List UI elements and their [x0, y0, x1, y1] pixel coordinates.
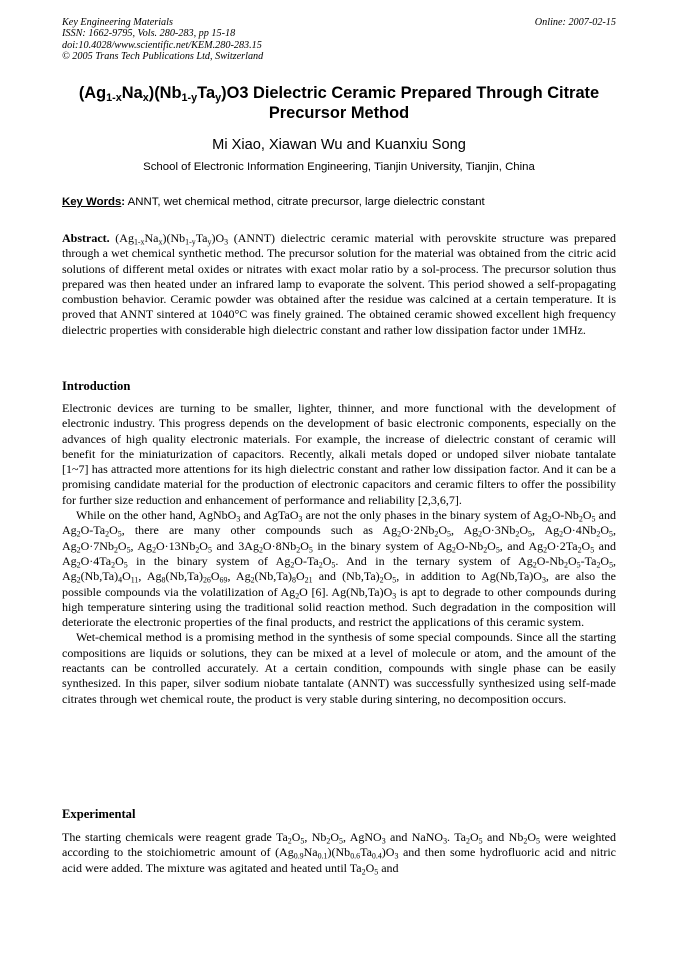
copyright-line: © 2005 Trans Tech Publications Ltd, Switzerland	[62, 51, 264, 63]
keywords-text: ANNT, wet chemical method, citrate precursor, large dielectric constant	[127, 196, 485, 208]
intro-paragraph-1: Electronic devices are turning to be smaller, lighter, thinner, and more functional with the development of electronic industry. This progress depends on the development of basic electronic components, especially on the advances of high quality electronic materials. For example, the increase of dielectric constant of ceramic will benefit for the miniaturization of capacitors. Recently, alkali metals doped or undoped silver niobate tantalate [1~7] has attracted more attentions for its high dielectric constant and rather low dissipation factor. And it can be a promising candidate material for the production of electronic capacitors and ceramic filters to offer the possibility for further size reduction and enhancement of performance and reliability [2,3,6,7].	[62, 401, 616, 507]
authors: Mi Xiao, Xiawan Wu and Kuanxiu Song	[212, 137, 466, 153]
experimental-paragraph-1: The starting chemicals were reagent grade $Ta_2O_5$, $Nb_2O_5$, AgNO$_3$ and NaNO$_3$. $Ta_2O_5$ and $Nb_2O_5$ were weighted according to the stoichiometric amount of $(Ag_{0.9}Na_{0.1})(Nb_{0.6}Ta_{0.4})O_3$ and then some hydrofluoric acid and nitric acid were added. The mixture was agitated and heated until $Ta_2O_5$ and	[62, 830, 617, 876]
title-text: O3 Dielectric Ceramic Prepared Through Citrate	[226, 84, 600, 102]
experimental-heading: Experimental	[62, 807, 136, 821]
experimental-body	[62, 830, 616, 876]
paper-title: $(Ag_{1-x}Na_x)(Nb_{1-y}Ta_y)O3$ Dielectric Ceramic Prepared Through Citrate Precursor Method	[62, 83, 616, 123]
intro-paragraph-2: While on the other hand, AgNbO$_3$ and AgTaO$_3$ are not the only phases in the binary system of $Ag_2O-Nb_2O_5$ and $Ag_2O-Ta_2O_5$, there are many other compounds such as $Ag_2O\cdot 2Nb_2O_5$, $Ag_2O\cdot 3Nb_2O_5$, $Ag_2O\cdot 4Nb_2O_5$, $Ag_2O\cdot 7Nb_2O_5$, $Ag_2O\cdot 13Nb_2O_5$ and $3Ag_2O\cdot 8Nb_2O_5$ in the binary system of $Ag_2O-Nb_2O_5$, and $Ag_2O\cdot 2Ta_2O_5$ and $Ag_2O\cdot 4Ta_2O_5$ in the binary system of $Ag_2O-Ta_2O_5$. And in the ternary system of $Ag_2O-Nb_2O_5-Ta_2O_5$, $Ag_2(Nb,Ta)_4O_{11}$, $Ag_8(Nb,Ta)_{26}O_{69}$, $Ag_2(Nb,Ta)_8O_{21}$ and $(Nb,Ta)_2O_5$, in addition to $Ag(Nb,Ta)O_3$, are also the possible compounds via the volatilization of $Ag_2O$ [6]. $Ag(Nb,Ta)O_3$ is apt to degrade to other compounds during high temperature sintering using the traditional solid reaction method. Such degradation in the composition will deteriorate the electronic properties of the final products, and restrict the applications of this ceramic system.	[62, 508, 617, 630]
intro-paragraph-3: Wet-chemical method is a promising method in the synthesis of some special compounds. Since all the starting compositions are liquids or solutions, they can be mixed at a level of molecule or atom, and the amount of the reactants can be controlled accurately. At a certain condition, compounds with single phase can be easily synthesized. In this paper, silver sodium niobate tantalate (ANNT) was successfully synthesized using self-made citrates through wet chemical route, the product is very stable during sintering, no decomposition occurs.	[62, 630, 616, 706]
journal-header	[62, 17, 616, 63]
journal-name: Key Engineering Materials	[62, 17, 173, 28]
title-line-2: Precursor Method	[268, 104, 410, 122]
abstract-text: (ANNT) dielectric ceramic material with perovskite structure was prepared through a wet chemical synthetic method. The precursor solution for the material was obtained from the citric acid solutions of different metal oxides or nitrates with exact molar ratio by a sol-process. The precursor solution thus prepared was then heated under an infrared lamp to evaporate the solvent. This period showed a self-propagating combustion behavior. Ceramic powder was obtained after the residue was calcined at a certain temperature. It is proved that ANNT sintered at 1040°C was finely grained. The obtained ceramic showed excellent high frequency dielectric properties with considerable high dielectric constant and rather low dissipation factor under 1MHz.	[62, 231, 617, 337]
doi-line: doi:10.4028/www.scientific.net/KEM.280-283.15	[62, 39, 262, 51]
keywords-label: Key Words	[62, 196, 122, 208]
online-date: Online: 2007-02-15	[534, 17, 616, 28]
issn-line: ISSN: 1662-9795, Vols. 280-283, pp 15-18	[62, 28, 236, 40]
introduction-heading: Introduction	[62, 379, 131, 393]
introduction-body	[62, 401, 616, 707]
keywords: Key Words: ANNT, wet chemical method, citrate precursor, large dielectric constant	[62, 196, 485, 208]
affiliation: School of Electronic Information Engineering, Tianjin University, Tianjin, China	[143, 161, 535, 173]
abstract-label: Abstract.	[62, 231, 110, 245]
abstract: Abstract. $(Ag_{1-x}Na_x)(Nb_{1-y}Ta_y)O_3$ (ANNT) dielectric ceramic material with perovskite structure was prepared through a wet chemical synthetic method. The precursor solution for the material was obtained from the citric acid solutions of different metal oxides or nitrates with exact molar ratio by a sol-process. The precursor solution thus prepared was then heated under an infrared lamp to evaporate the solvent. This period showed a self-propagating combustion behavior. Ceramic powder was obtained after the residue was calcined at a certain temperature. It is proved that ANNT sintered at 1040°C was finely grained. The obtained ceramic showed excellent high frequency dielectric properties with considerable high dielectric constant and rather low dissipation factor under 1MHz.	[62, 231, 617, 337]
